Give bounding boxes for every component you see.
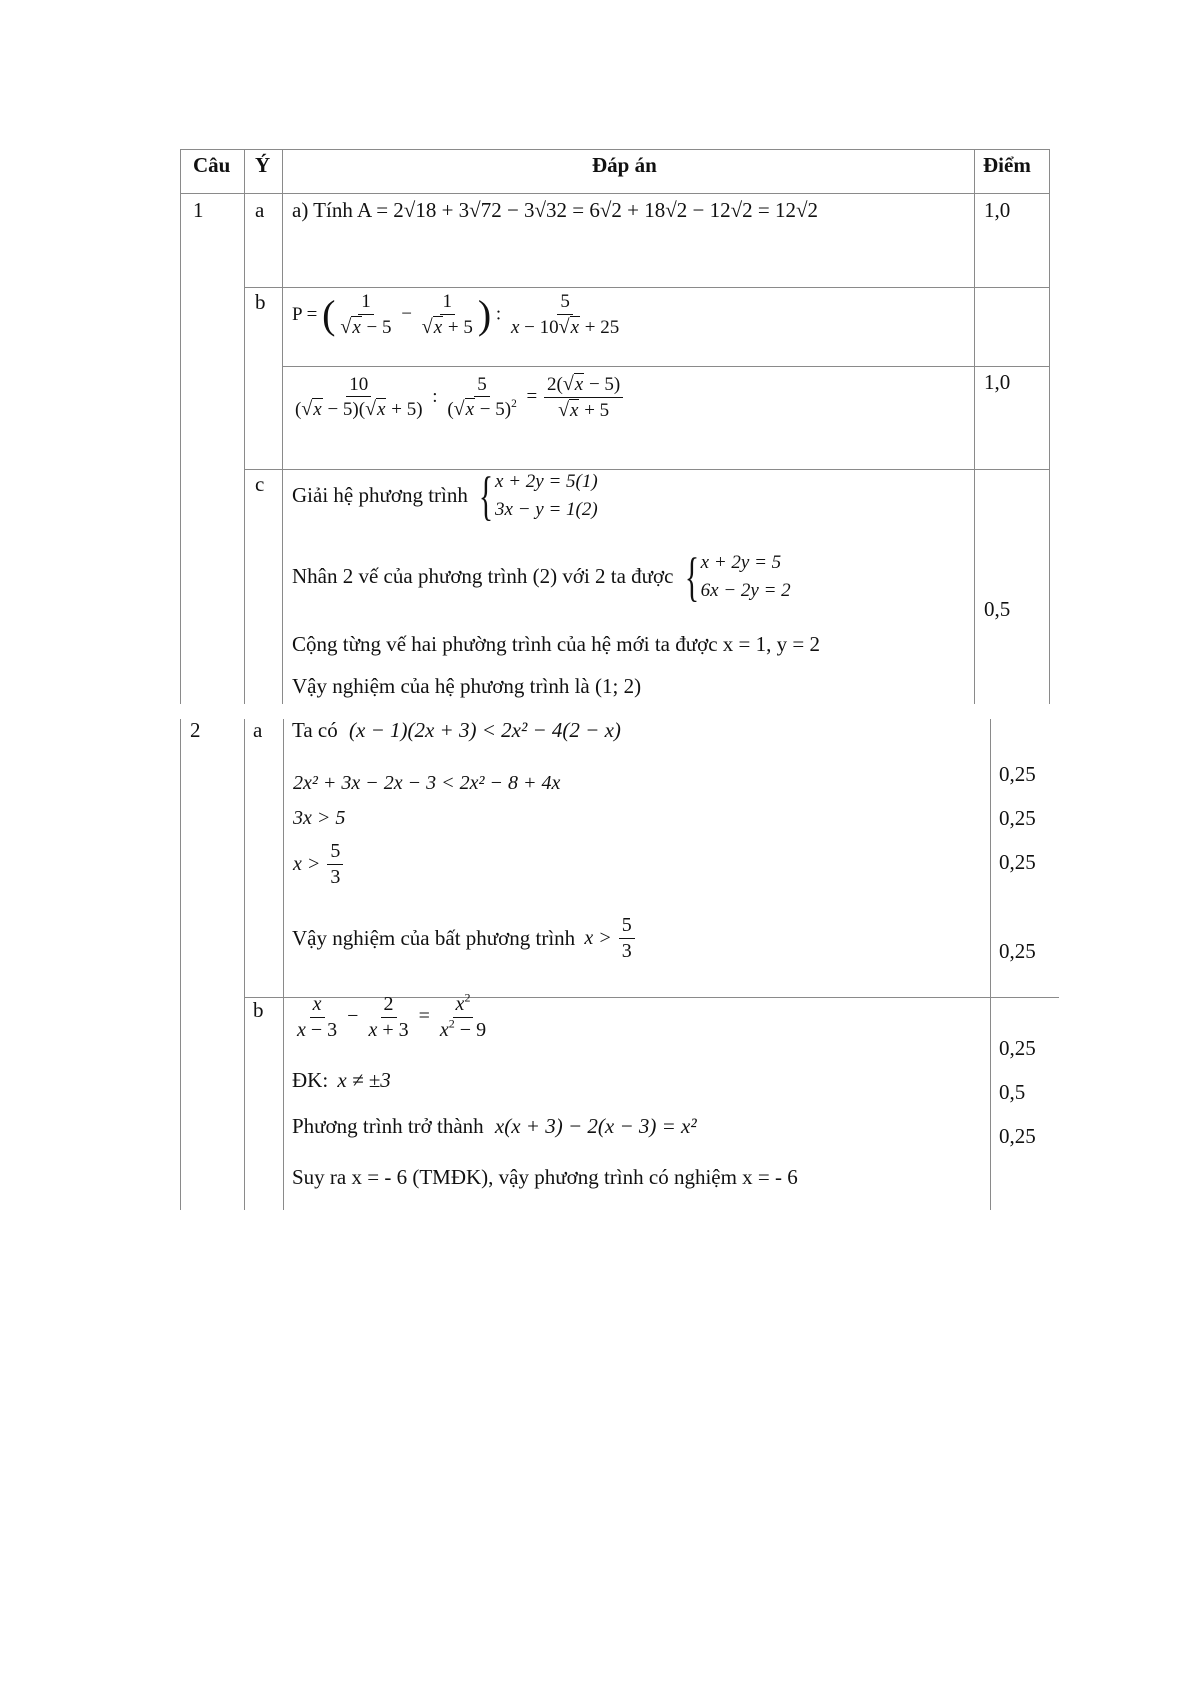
q2a-score-1: 0,25 [999, 762, 1036, 786]
q2a-score-4: 0,25 [999, 939, 1036, 963]
table2-col-y-border [244, 719, 245, 1210]
q2b-dk-expr: x ≠ ±3 [337, 1068, 391, 1092]
q1a-label: a [255, 198, 265, 222]
q1c-line4-clip [292, 670, 641, 698]
q1a-expr: 2√18 + 3√72 − 3√32 = 6√2 + 18√2 − 12√2 = 12√2 [393, 198, 819, 222]
table1-header-bottom [180, 193, 1050, 194]
table2-left-border [180, 719, 181, 1210]
q1-number: 1 [193, 198, 204, 222]
q1b-p-expression: P = ( $\frac{1}{√x - 5}$ − $\frac{1}{√x + 5}$ ) : $\frac{5}{x - 10√x + 25}$ [292, 291, 620, 338]
q2-number: 2 [190, 718, 201, 742]
q1c-line2: Nhân 2 vế của phương trình (2) với 2 ta được { x + 2y = 5 6x − 2y = 2 [292, 546, 791, 607]
q2a-line5-prefix: Vậy nghiệm của bất phương trình [292, 926, 576, 950]
q2a-line4-prefix: x > [293, 853, 326, 875]
q2b-dk-prefix: ĐK: [292, 1068, 329, 1092]
q1c-label: c [255, 472, 265, 496]
q1c-line1: Giải hệ phương trình { x + 2y = 5(1) 3x − y = 1(2) [292, 465, 598, 526]
table2-col-answer-border [283, 719, 284, 1210]
table1-col-score-border [974, 149, 975, 704]
q2a-label: a [253, 718, 263, 742]
q2a-line1-prefix: Ta có [292, 718, 338, 742]
table1-top-border [180, 149, 1050, 150]
q1c-line4: Vậy nghiệm của hệ phương trình là (1; 2) [292, 674, 642, 698]
q1c-system1-row2: 3x − y = 1(2) [495, 498, 598, 520]
q2b-line3 [292, 1116, 697, 1137]
header-y: Ý [255, 153, 271, 177]
q1b-p-prefix: P = [292, 303, 323, 325]
q1c-system2-row2: 6x − 2y = 2 [700, 579, 791, 601]
header-dap-an: Đáp án [592, 153, 657, 177]
q1c-score: 0,5 [984, 597, 1011, 621]
q2a-line1 [292, 720, 621, 741]
q2a-line4: x > $\frac{5}{3}$ [293, 841, 345, 888]
q1c-line2-text: Nhân 2 vế của phương trình (2) với 2 ta được [292, 564, 674, 589]
q2a-line1-expr: (x − 1)(2x + 3) < 2x² − 4(2 − x) [349, 718, 621, 742]
table1-col-answer-border [282, 149, 283, 704]
q2b-line3-prefix: Phương trình trở thành [292, 1114, 484, 1138]
row-1a-bottom [244, 287, 1050, 288]
q1c-system1-row1: x + 2y = 5(1) [495, 471, 598, 492]
q2b-line4: Suy ra x = - 6 (TMĐK), vậy phương trình có nghiệm x = - 6 [292, 1165, 798, 1189]
q1c-line1-text: Giải hệ phương trình [292, 483, 468, 508]
q1b-simplification: $\frac{10}{(√x - 5)(√x + 5)}$ : $\frac{5}{(√x - 5)^2}$ = $\frac{2(√x - 5)}{√x + 5}$ [290, 374, 625, 421]
q1c-line3: Cộng từng vế hai phường trình của hệ mới ta được x = 1, y = 2 [292, 632, 820, 656]
q1c-system2-row1: x + 2y = 5 [700, 552, 782, 573]
q1b-label: b [255, 290, 266, 314]
q1a-answer [292, 200, 818, 221]
q2b-score-2: 0,5 [999, 1080, 1026, 1104]
header-diem: Điểm [983, 153, 1031, 177]
row-1b1-bottom [282, 366, 1050, 367]
table1-right-border [1049, 149, 1050, 704]
q2b-line3-expr: x(x + 3) − 2(x − 3) = x² [494, 1114, 697, 1138]
q2a-score-3: 0,25 [999, 850, 1036, 874]
q2b-equation: $\frac{x}{x - 3}$ − $\frac{2}{x + 3}$ = $\frac{x^2}{x^2 - 9}$ [297, 990, 487, 1041]
table1-col-y-border [244, 149, 245, 704]
header-cau: Câu [193, 153, 231, 177]
q1a-score: 1,0 [984, 198, 1011, 222]
q1b-score: 1,0 [984, 370, 1011, 394]
q2a-line3: 3x > 5 [293, 807, 346, 829]
q1a-text: a) Tính A = [292, 198, 394, 222]
q2a-line5: Vậy nghiệm của bất phương trình x > $\frac{5}{3}$ [292, 915, 637, 962]
table1-left-border [180, 149, 181, 704]
q2a-score-2: 0,25 [999, 806, 1036, 830]
q2b-score-3: 0,25 [999, 1124, 1036, 1148]
q2b-dk [292, 1070, 391, 1091]
q2b-score-1: 0,25 [999, 1036, 1036, 1060]
table2-col-score-border [990, 719, 991, 1210]
q2a-line2: 2x² + 3x − 2x − 3 < 2x² − 8 + 4x [293, 772, 561, 794]
q2b-label: b [253, 998, 264, 1022]
